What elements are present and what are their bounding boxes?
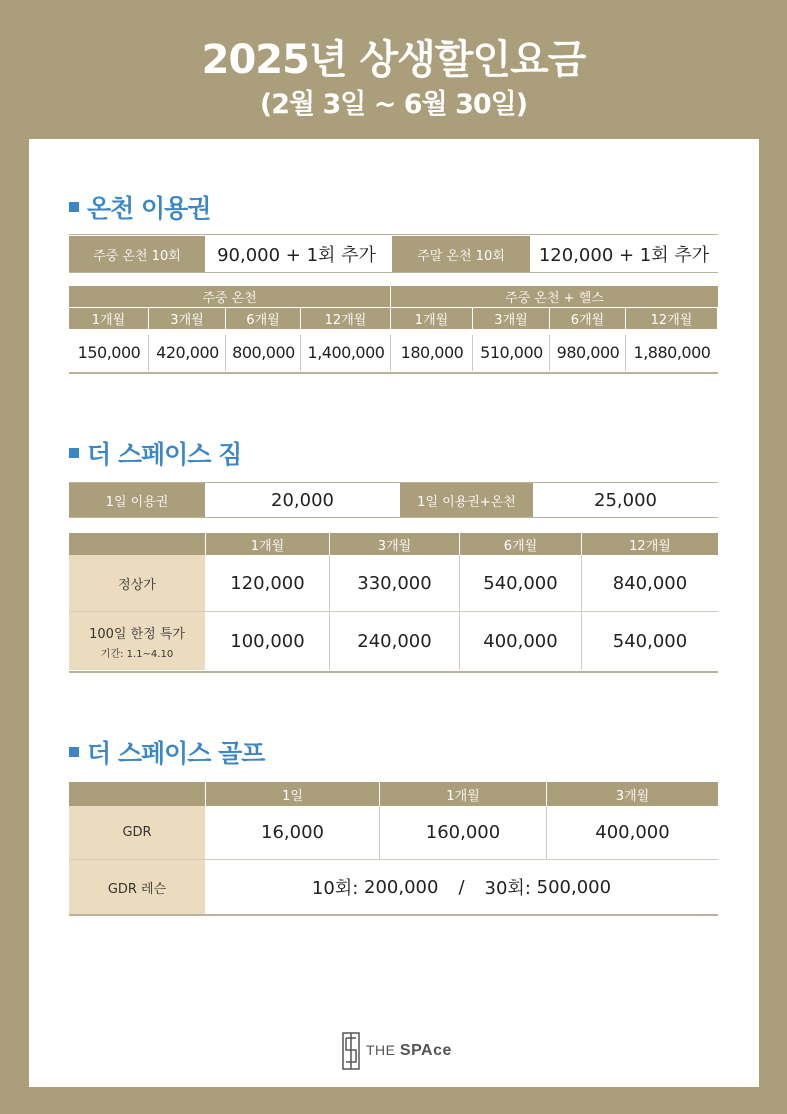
- logo-brand: SPAce: [399, 1042, 452, 1059]
- lesson-separator: /: [458, 876, 465, 898]
- gym-special-price: 540,000: [612, 630, 688, 652]
- golf-gdr-price: 16,000: [261, 822, 324, 843]
- gym-special-price: 100,000: [230, 630, 305, 652]
- section-golf-title: 더 스페이스 골프: [87, 739, 265, 768]
- gym-day-onsen-value: 25,000: [594, 489, 657, 511]
- golf-table-corner: [69, 782, 205, 806]
- weekday10-value: 90,000 + 1회 추가: [217, 245, 376, 266]
- weekday10-label: 주중 온천 10회: [69, 236, 205, 272]
- section-gym-heading: [69, 435, 241, 471]
- onsen-price-cell: 420,000: [156, 342, 219, 362]
- price-card: [29, 139, 759, 1087]
- gym-special-price: 240,000: [357, 630, 432, 652]
- lesson-10-price: 200,000: [364, 876, 439, 898]
- gym-day-label: 1일 이용권: [69, 483, 205, 517]
- onsen-price-cell: 180,000: [400, 342, 464, 362]
- square-bullet-icon: [69, 448, 79, 458]
- square-bullet-icon: [69, 202, 79, 212]
- onsen-price-cell: 800,000: [232, 342, 295, 362]
- section-onsen-title: 온천 이용권: [87, 194, 211, 223]
- onsen-group-weekday-health: 주중 온천 + 헬스: [391, 286, 718, 307]
- page-period: (2월 3일 ~ 6월 30일): [259, 89, 528, 120]
- gym-col-header: 6개월: [460, 533, 581, 555]
- gym-col-header: 1개월: [206, 533, 329, 555]
- golf-col-header: 3개월: [547, 782, 718, 806]
- gym-regular-price: 330,000: [357, 572, 432, 594]
- square-bullet-icon: [69, 747, 79, 757]
- onsen-price-cell: 980,000: [556, 342, 620, 362]
- golf-col-header: 1일: [206, 782, 379, 806]
- lesson-10-label: 10회:: [311, 878, 359, 899]
- golf-gdr-label-text: GDR: [122, 825, 152, 840]
- onsen-month-header: 3개월: [149, 308, 225, 329]
- golf-lesson-label: [69, 860, 205, 914]
- section-onsen-heading: [69, 189, 210, 225]
- onsen-group-weekday: 주중 온천: [69, 286, 390, 307]
- onsen-month-header: 1개월: [69, 308, 148, 329]
- lesson-30-price: 500,000: [536, 876, 612, 898]
- gym-col-header: 3개월: [330, 533, 459, 555]
- gym-regular-price: 540,000: [483, 572, 558, 594]
- onsen-month-header: 3개월: [473, 308, 549, 329]
- golf-col-header: 1개월: [380, 782, 546, 806]
- logo-wordmark: [366, 1042, 452, 1060]
- golf-gdr-label: [69, 806, 205, 859]
- onsen-month-header: 12개월: [626, 308, 717, 329]
- onsen-month-header: 1개월: [391, 308, 472, 329]
- gym-regular-price: 840,000: [612, 572, 688, 594]
- gym-day-value: 20,000: [271, 489, 334, 511]
- gym-regular-label: [69, 555, 205, 611]
- page-title: 2025년 상생할인요금: [201, 37, 586, 83]
- gym-col-header: 12개월: [582, 533, 718, 555]
- onsen-price-cell: 150,000: [77, 342, 141, 362]
- onsen-month-header: 12개월: [301, 308, 390, 329]
- onsen-month-header: 6개월: [550, 308, 625, 329]
- golf-gdr-price: 400,000: [595, 822, 670, 843]
- onsen-month-header: 6개월: [226, 308, 300, 329]
- weekend10-value: 120,000 + 1회 추가: [538, 245, 710, 266]
- gym-table-corner: [69, 533, 205, 555]
- golf-gdr-price: 160,000: [425, 822, 501, 843]
- gym-special-label-text: 100일 한정 특가: [89, 626, 185, 642]
- the-space-logo-icon: [342, 1032, 360, 1070]
- golf-lesson-label-text: GDR 레슨: [107, 881, 167, 897]
- onsen-price-cell: 1,880,000: [633, 342, 711, 362]
- onsen-price-cell: 510,000: [480, 342, 543, 362]
- gym-special-label: [69, 612, 205, 670]
- section-golf-heading: [69, 734, 264, 770]
- gym-regular-price: 120,000: [230, 572, 305, 594]
- the-space-logo: [342, 1032, 452, 1070]
- onsen-price-cell: 1,400,000: [307, 342, 385, 362]
- golf-lesson-value: [205, 860, 718, 914]
- logo-the: THE: [366, 1042, 396, 1058]
- gym-special-price: 400,000: [483, 630, 558, 652]
- gym-regular-label-text: 정상가: [118, 577, 156, 593]
- weekend10-label: 주말 온천 10회: [392, 236, 530, 272]
- gym-day-onsen-label: 1일 이용권+온천: [400, 483, 533, 517]
- lesson-30-label: 30회:: [484, 878, 531, 899]
- gym-special-period: 기간: 1.1~4.10: [100, 648, 174, 660]
- section-gym-title: 더 스페이스 짐: [87, 440, 242, 469]
